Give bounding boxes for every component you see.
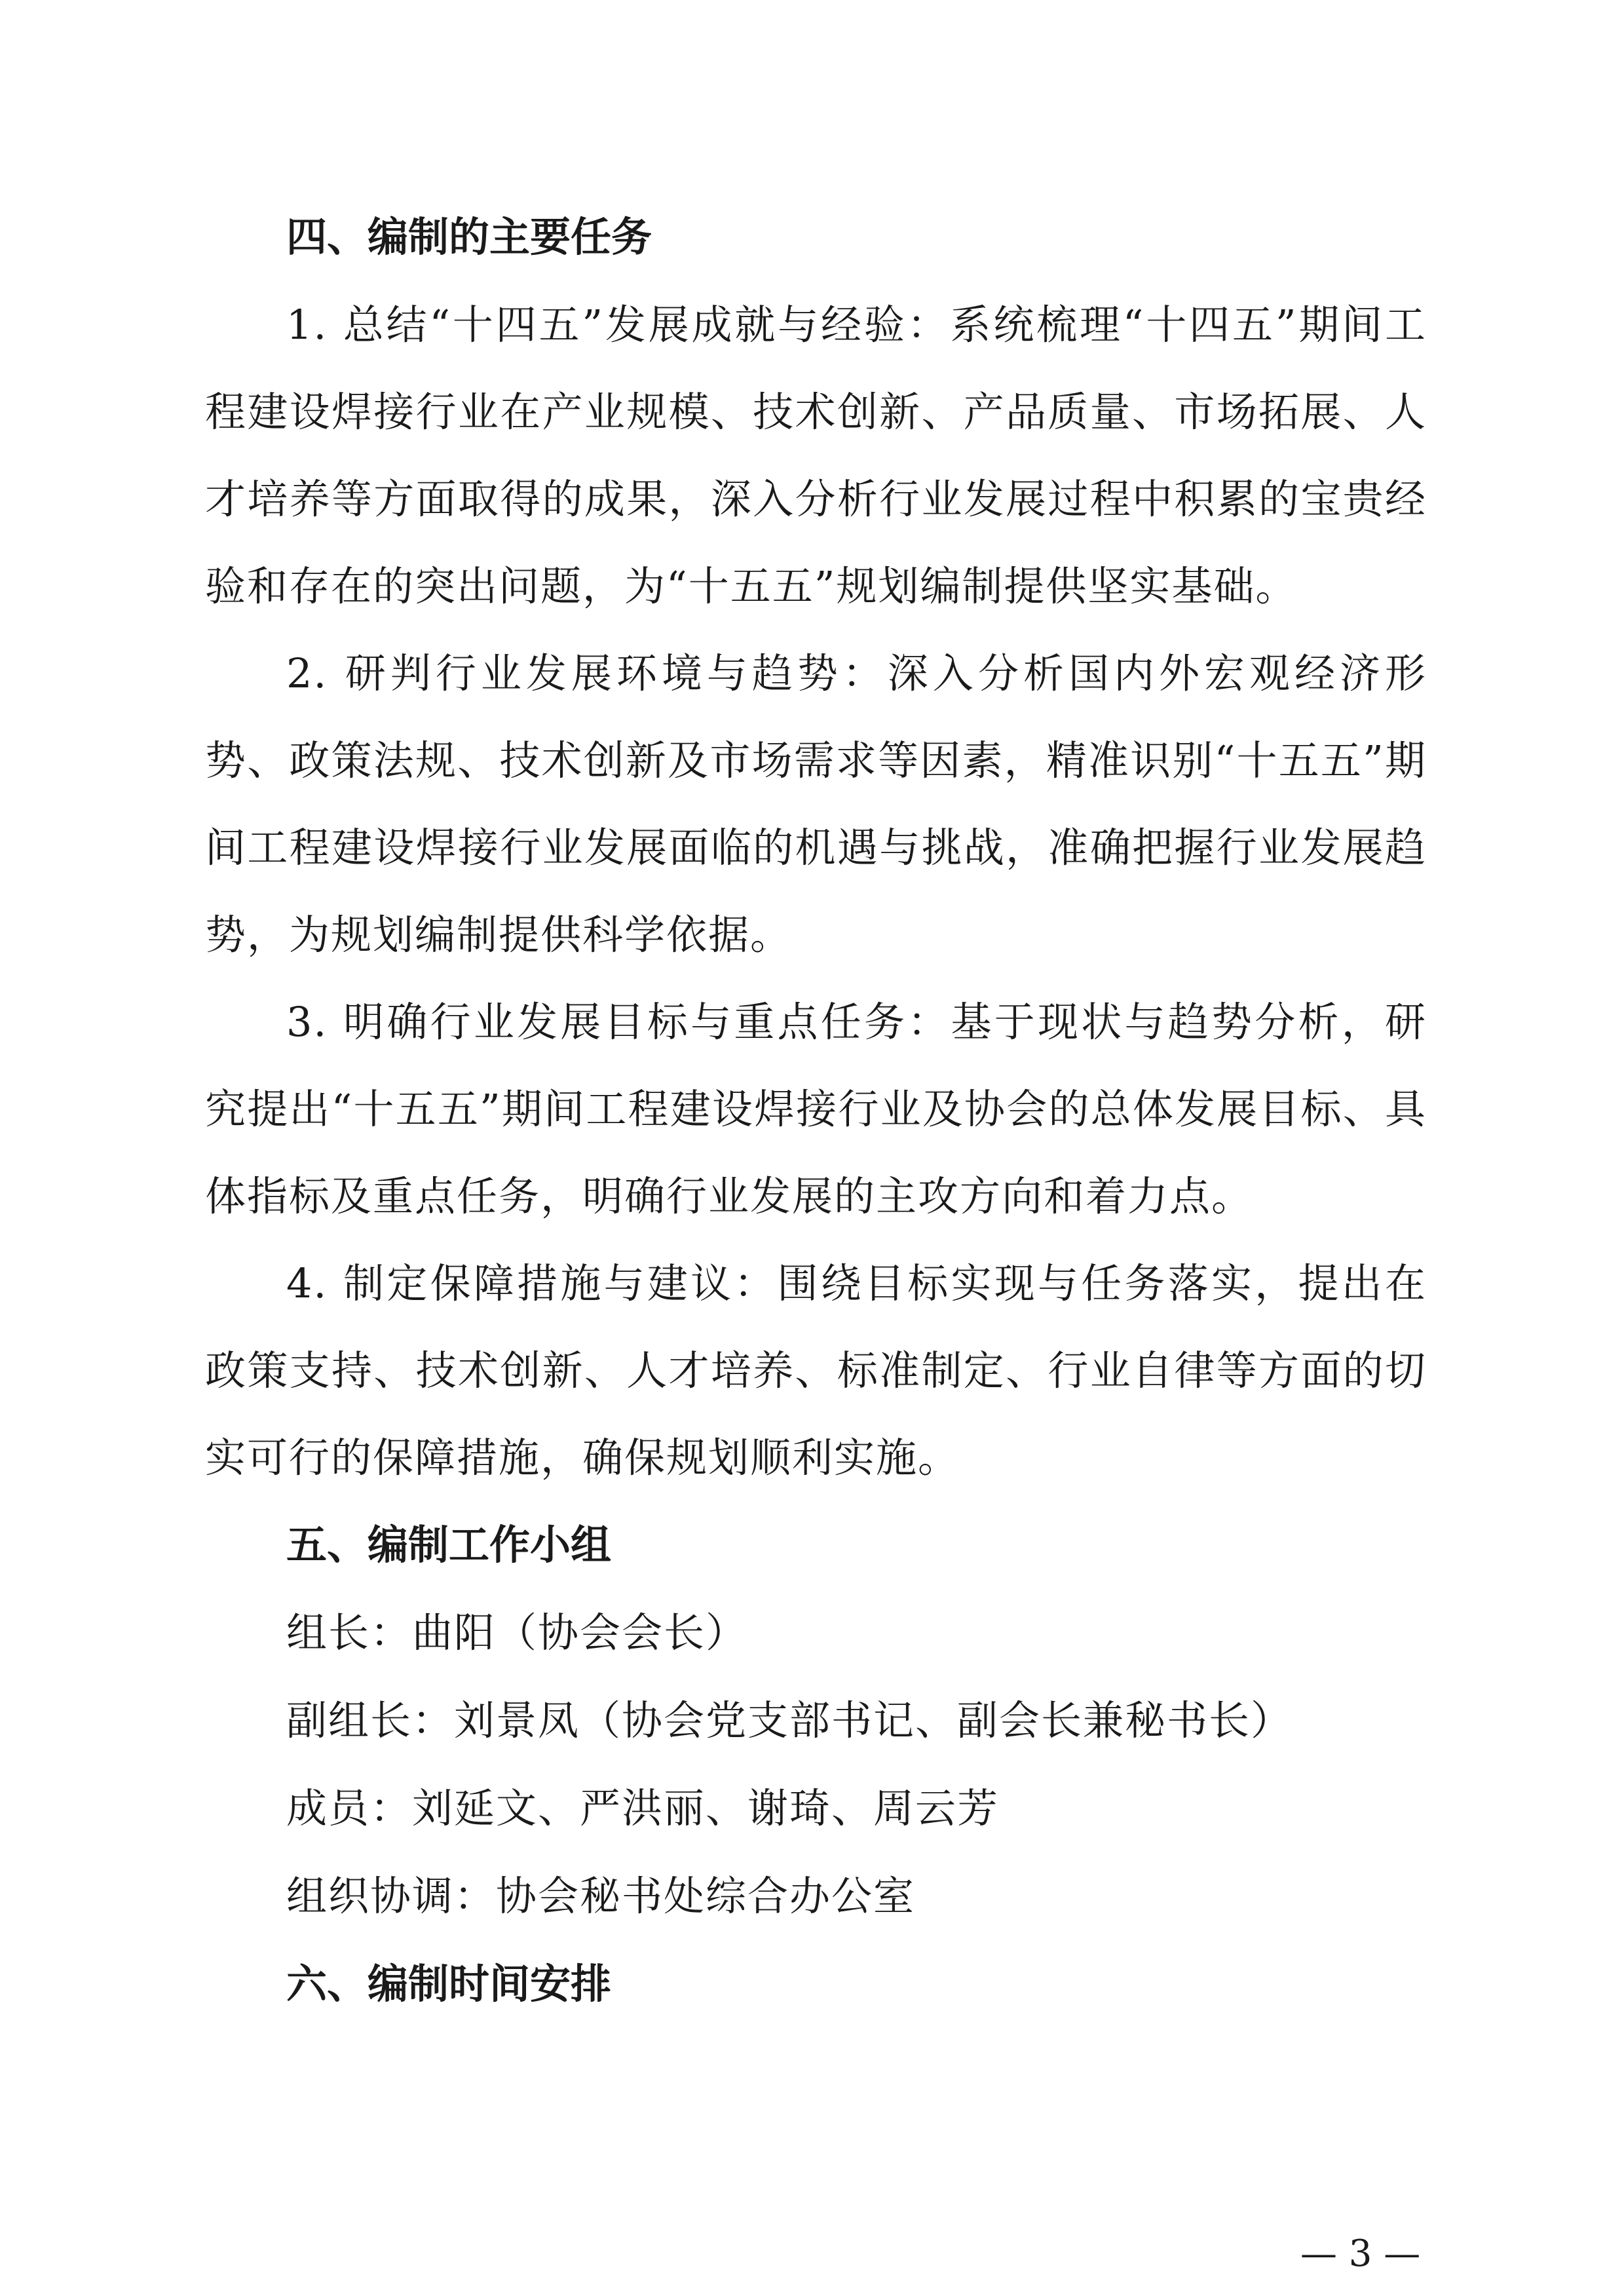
group-members: 成员：刘延文、严洪丽、谢琦、周云芳 xyxy=(286,1784,1000,1832)
task-item-2: 2. 研判行业发展环境与趋势：深入分析国内外宏观经济形势、政策法规、技术创新及市场需求等因素，精准识别“十五五”期间工程建设焊接行业发展面临的机遇与挑战，准确把握行业发展趋势，为规划编制提供科学依据。 xyxy=(205,649,1427,959)
document-body xyxy=(205,193,1427,2028)
group-leader: 组长：曲阳（协会会长） xyxy=(286,1609,748,1656)
group-coordination: 组织协调：协会秘书处综合办公室 xyxy=(286,1872,916,1920)
task-item-1: 1. 总结“十四五”发展成就与经验：系统梳理“十四五”期间工程建设焊接行业在产业规模、技术创新、产品质量、市场拓展、人才培养等方面取得的成果，深入分析行业发展过程中积累的宝贵经验和存在的突出问题，为“十五五”规划编制提供坚实基础。 xyxy=(205,301,1427,610)
task-item-4: 4. 制定保障措施与建议：围绕目标实现与任务落实，提出在政策支持、技术创新、人才培养、标准制定、行业自律等方面的切实可行的保障措施，确保规划顺利实施。 xyxy=(205,1259,1427,1482)
group-deputy-leader: 副组长：刘景凤（协会党支部书记、副会长兼秘书长） xyxy=(286,1696,1293,1744)
section-heading-working-group: 五、编制工作小组 xyxy=(286,1521,612,1569)
section-heading-schedule: 六、编制时间安排 xyxy=(286,1960,612,2008)
section-heading-main-tasks: 四、编制的主要任务 xyxy=(286,213,652,261)
page-number: — 3 — xyxy=(1300,2232,1421,2275)
task-item-3: 3. 明确行业发展目标与重点任务：基于现状与趋势分析，研究提出“十五五”期间工程建设焊接行业及协会的总体发展目标、具体指标及重点任务，明确行业发展的主攻方向和着力点。 xyxy=(205,998,1427,1220)
